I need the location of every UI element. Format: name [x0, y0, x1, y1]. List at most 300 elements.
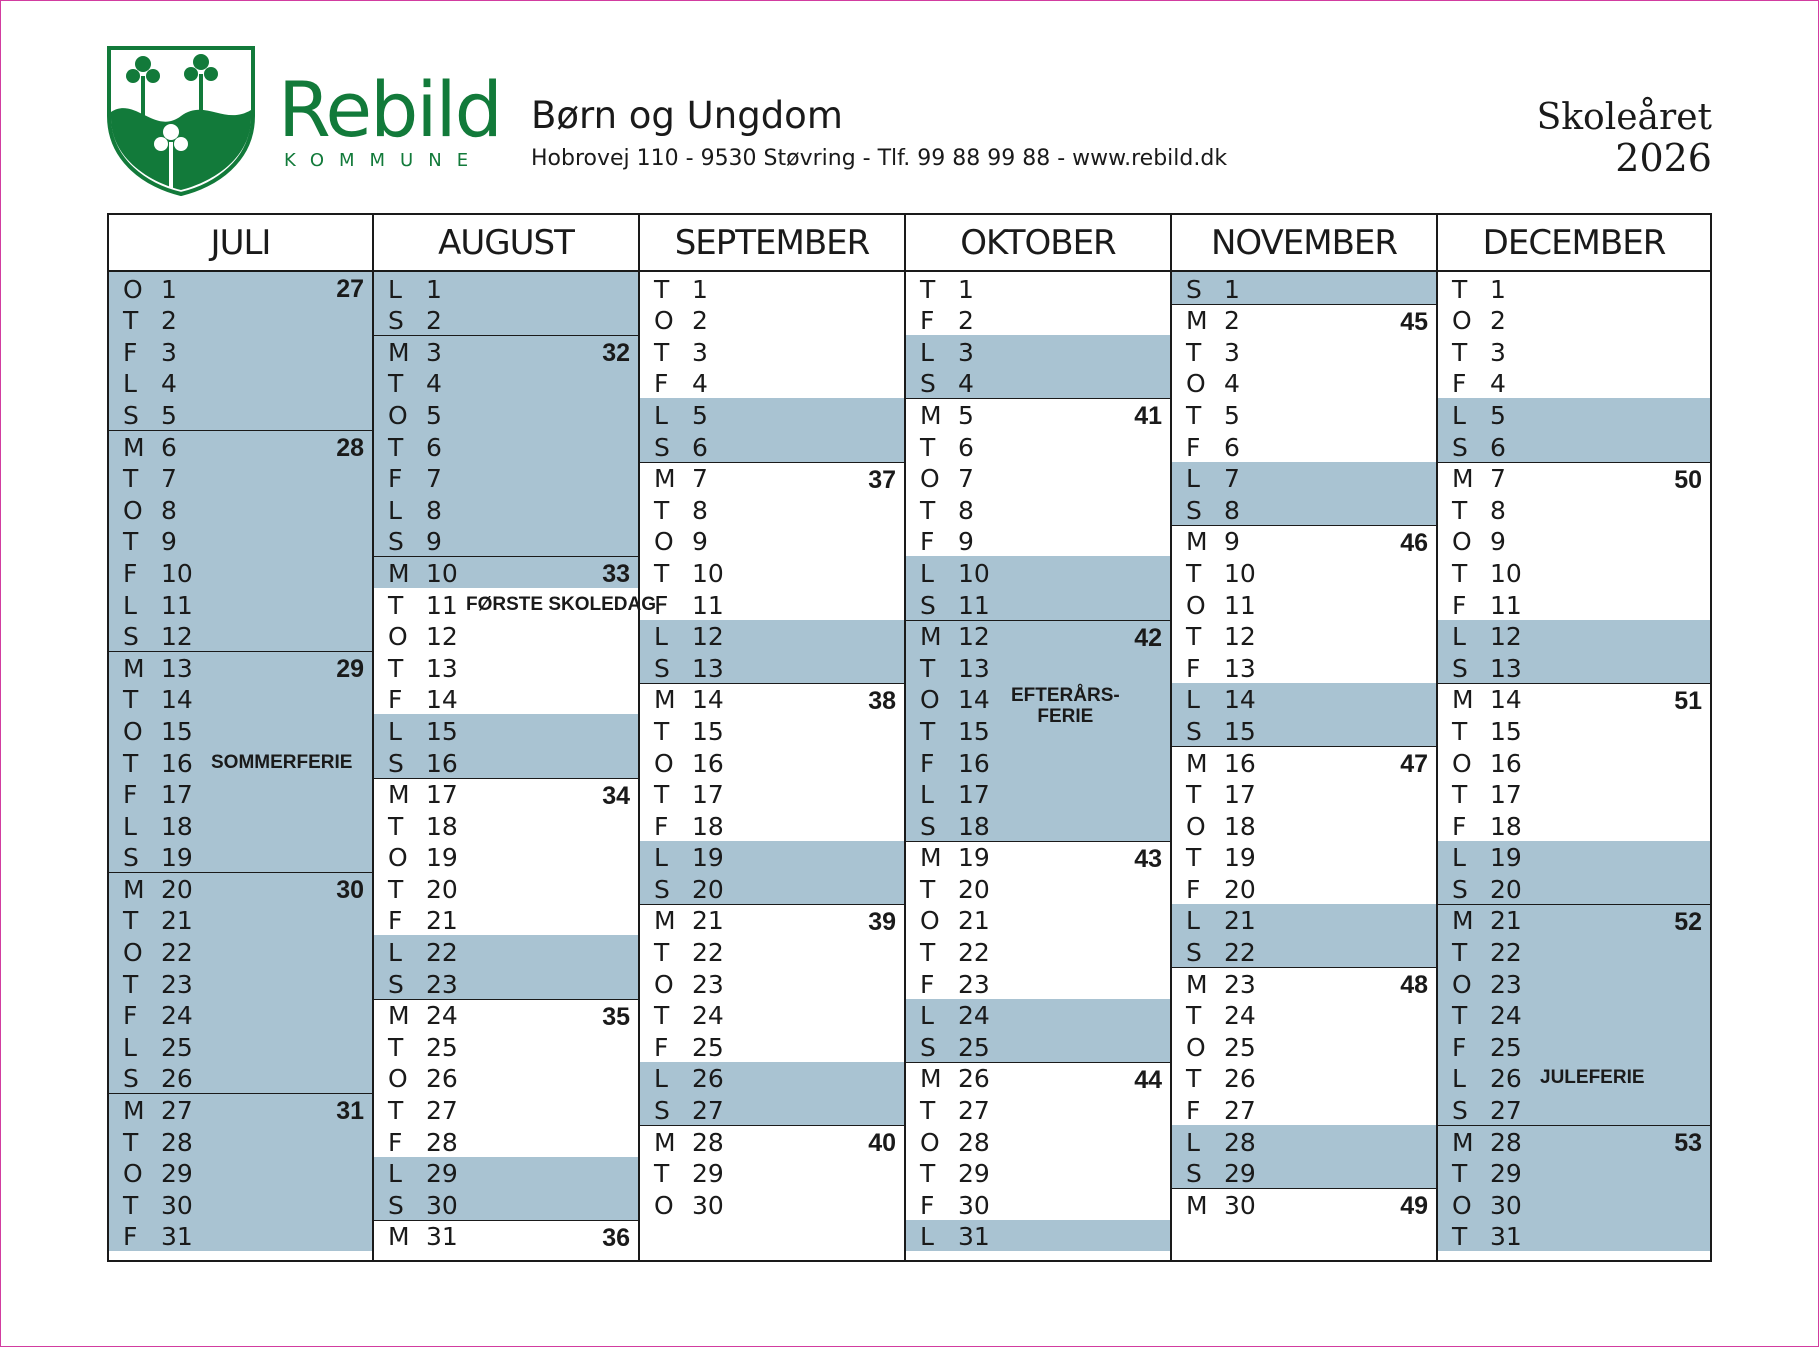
weekday-letter: T [123, 685, 139, 715]
day-row [1438, 778, 1710, 810]
week-number: 27 [336, 275, 364, 303]
weekday-letter: F [388, 464, 403, 494]
weekday-letter: T [920, 274, 936, 304]
day-number: 18 [1490, 811, 1522, 841]
day-row [1438, 304, 1710, 336]
weekday-letter: S [920, 1032, 936, 1062]
weekday-letter: S [1452, 653, 1468, 683]
weekday-letter: T [1186, 558, 1202, 588]
day-row [1438, 904, 1710, 936]
day-number: 8 [161, 495, 177, 525]
day-row [640, 1125, 904, 1157]
day-row [640, 1188, 904, 1220]
weekday-letter: F [1186, 1096, 1201, 1126]
weekday-letter: F [1452, 590, 1467, 620]
weekday-letter: S [123, 843, 139, 873]
weekday-letter: T [654, 558, 670, 588]
day-row [906, 872, 1170, 904]
weekday-letter: F [920, 306, 935, 336]
day-row [1172, 967, 1436, 999]
weekday-letter: M [654, 906, 676, 936]
day-number: 5 [1224, 400, 1240, 430]
week-number: 44 [1134, 1065, 1162, 1094]
day-row [109, 935, 372, 967]
day-row [1172, 1030, 1436, 1062]
weekday-letter: O [1452, 748, 1472, 778]
day-row [1172, 1125, 1436, 1157]
day-row [109, 1030, 372, 1062]
day-row [1172, 588, 1436, 620]
day-row [640, 335, 904, 367]
week-number: 47 [1400, 749, 1428, 778]
weekday-letter: T [654, 716, 670, 746]
day-row [1172, 304, 1436, 336]
day-number: 29 [1490, 1159, 1522, 1189]
day-row [1438, 1157, 1710, 1189]
weekday-letter: T [1186, 780, 1202, 810]
day-number: 26 [1224, 1064, 1256, 1094]
day-number: 12 [1224, 622, 1256, 652]
day-number: 10 [958, 558, 990, 588]
weekday-letter: L [388, 495, 402, 525]
weekday-letter: T [123, 306, 139, 336]
day-row [1172, 398, 1436, 430]
day-row [1172, 272, 1436, 304]
day-number: 3 [1490, 337, 1506, 367]
day-row [1438, 335, 1710, 367]
weekday-letter: T [1452, 337, 1468, 367]
day-row [374, 778, 638, 810]
day-number: 10 [692, 558, 724, 588]
weekday-letter: S [1186, 1159, 1202, 1189]
day-number: 1 [426, 274, 442, 304]
day-row [640, 304, 904, 336]
day-row [374, 588, 657, 620]
weekday-letter: T [920, 653, 936, 683]
day-number: 1 [1224, 274, 1240, 304]
weekday-letter: L [1452, 622, 1466, 652]
holiday-note: FØRSTE SKOLEDAG [466, 593, 657, 615]
day-number: 9 [161, 527, 177, 557]
day-number: 25 [1490, 1032, 1522, 1062]
day-row [109, 714, 372, 746]
day-row [374, 335, 638, 367]
day-row [906, 335, 1170, 367]
day-row [640, 841, 904, 873]
day-row [906, 367, 1170, 399]
weekday-letter: M [654, 464, 676, 494]
day-row [640, 904, 904, 936]
weekday-letter: T [1186, 843, 1202, 873]
day-row [374, 872, 638, 904]
weekday-letter: L [388, 716, 402, 746]
weekday-letter: S [654, 874, 670, 904]
weekday-letter: T [1186, 1001, 1202, 1031]
weekday-letter: F [920, 748, 935, 778]
year-label: Skoleåret [1536, 97, 1712, 138]
day-row [640, 746, 904, 778]
day-number: 22 [161, 938, 193, 968]
day-row [1438, 872, 1710, 904]
day-row [1172, 556, 1436, 588]
org-address: Hobrovej 110 - 9530 Støvring - Tlf. 99 88 99 88 - www.rebild.dk [531, 146, 1228, 171]
day-number: 19 [692, 843, 724, 873]
day-number: 4 [958, 369, 974, 399]
day-number: 16 [426, 748, 458, 778]
day-row [1438, 1062, 1710, 1094]
day-number: 16 [958, 748, 990, 778]
weekday-letter: S [1186, 938, 1202, 968]
weekday-letter: M [920, 843, 942, 873]
day-row [109, 462, 372, 494]
day-row [906, 967, 1170, 999]
day-row [109, 1093, 372, 1125]
weekday-letter: F [1452, 1032, 1467, 1062]
day-row [640, 556, 904, 588]
weekday-letter: M [388, 780, 410, 810]
weekday-letter: L [654, 400, 668, 430]
weekday-letter: S [388, 1190, 404, 1220]
weekday-letter: O [654, 969, 674, 999]
month-header: JULI [109, 215, 372, 272]
weekday-letter: M [388, 558, 410, 588]
day-row [1438, 683, 1710, 715]
weekday-letter: M [1186, 1190, 1208, 1220]
day-number: 24 [692, 1001, 724, 1031]
day-number: 23 [426, 969, 458, 999]
weekday-letter: T [654, 274, 670, 304]
week-number: 36 [602, 1223, 630, 1252]
day-number: 17 [161, 780, 193, 810]
day-number: 31 [1490, 1222, 1522, 1252]
day-row [906, 493, 1170, 525]
day-row [1172, 714, 1436, 746]
day-row [109, 683, 372, 715]
weekday-letter: F [123, 337, 138, 367]
weekday-letter: T [1452, 780, 1468, 810]
holiday-note: SOMMERFERIE [211, 751, 353, 773]
weekday-letter: O [920, 906, 940, 936]
weekday-letter: M [1186, 306, 1208, 336]
weekday-letter: T [1452, 1001, 1468, 1031]
weekday-letter: T [388, 874, 404, 904]
day-number: 13 [1490, 653, 1522, 683]
month-header: OKTOBER [906, 215, 1170, 272]
day-row [1172, 462, 1436, 494]
day-number: 29 [426, 1159, 458, 1189]
day-row [906, 651, 1170, 683]
weekday-letter: O [1452, 969, 1472, 999]
day-row [374, 841, 638, 873]
day-number: 9 [692, 527, 708, 557]
day-row [906, 1125, 1170, 1157]
day-number: 2 [1490, 306, 1506, 336]
day-number: 1 [958, 274, 974, 304]
day-row [109, 430, 372, 462]
weekday-letter: T [1186, 622, 1202, 652]
day-number: 23 [1224, 969, 1256, 999]
day-row [1438, 935, 1710, 967]
weekday-letter: L [1186, 685, 1200, 715]
day-row [109, 904, 372, 936]
day-number: 13 [426, 653, 458, 683]
day-number: 13 [161, 653, 193, 683]
day-row [640, 1157, 904, 1189]
day-number: 20 [1490, 874, 1522, 904]
day-number: 8 [692, 495, 708, 525]
day-row [1172, 999, 1436, 1031]
weekday-letter: T [920, 1096, 936, 1126]
day-row [374, 904, 638, 936]
day-number: 17 [958, 780, 990, 810]
weekday-letter: M [920, 400, 942, 430]
weekday-letter: O [654, 306, 674, 336]
day-row [109, 746, 372, 778]
weekday-letter: F [1452, 811, 1467, 841]
weekday-letter: O [920, 685, 940, 715]
day-number: 18 [1224, 811, 1256, 841]
weekday-letter: T [654, 337, 670, 367]
weekday-letter: S [1452, 874, 1468, 904]
day-number: 15 [161, 716, 193, 746]
weekday-letter: L [388, 1159, 402, 1189]
day-row [640, 1062, 904, 1094]
day-row [1172, 904, 1436, 936]
day-row [109, 967, 372, 999]
day-row [1438, 999, 1710, 1031]
weekday-letter: L [123, 811, 137, 841]
weekday-letter: O [1452, 527, 1472, 557]
weekday-letter: S [388, 306, 404, 336]
weekday-letter: T [388, 432, 404, 462]
day-number: 17 [1490, 780, 1522, 810]
weekday-letter: M [1452, 464, 1474, 494]
day-number: 21 [1490, 906, 1522, 936]
day-row [374, 999, 638, 1031]
weekday-letter: F [1452, 369, 1467, 399]
month-november [1172, 215, 1438, 1260]
day-row [1172, 872, 1436, 904]
day-number: 24 [426, 1001, 458, 1031]
day-number: 23 [692, 969, 724, 999]
weekday-letter: S [920, 590, 936, 620]
day-row [109, 556, 372, 588]
week-number: 33 [602, 560, 630, 589]
weekday-letter: L [654, 622, 668, 652]
day-row [1438, 1030, 1710, 1062]
weekday-letter: T [1452, 558, 1468, 588]
weekday-letter: M [1452, 906, 1474, 936]
weekday-letter: M [388, 337, 410, 367]
weekday-letter: F [920, 527, 935, 557]
day-row [640, 935, 904, 967]
weekday-letter: T [920, 1159, 936, 1189]
weekday-letter: L [1452, 400, 1466, 430]
month-header: NOVEMBER [1172, 215, 1436, 272]
day-number: 6 [161, 432, 177, 462]
day-row [1438, 367, 1710, 399]
weekday-letter: M [1186, 748, 1208, 778]
day-number: 8 [426, 495, 442, 525]
day-row [906, 1093, 1170, 1125]
day-number: 2 [161, 306, 177, 336]
day-row [640, 1093, 904, 1125]
day-number: 25 [692, 1032, 724, 1062]
weekday-letter: T [1452, 938, 1468, 968]
day-row [374, 556, 638, 588]
day-number: 10 [1224, 558, 1256, 588]
day-number: 2 [958, 306, 974, 336]
day-number: 30 [426, 1190, 458, 1220]
weekday-letter: M [1186, 527, 1208, 557]
day-row [1172, 430, 1436, 462]
year-value: 2026 [1615, 136, 1712, 180]
day-number: 19 [1490, 843, 1522, 873]
day-number: 9 [958, 527, 974, 557]
day-number: 28 [161, 1127, 193, 1157]
day-row [906, 809, 1170, 841]
weekday-letter: M [123, 1096, 145, 1126]
day-row [109, 335, 372, 367]
day-row [1438, 588, 1710, 620]
day-number: 30 [1490, 1190, 1522, 1220]
weekday-letter: M [388, 1001, 410, 1031]
day-number: 16 [161, 748, 193, 778]
day-row [640, 525, 904, 557]
day-list [109, 272, 372, 1251]
day-number: 14 [1490, 685, 1522, 715]
rebild-crest-logo [105, 46, 257, 196]
day-number: 17 [426, 780, 458, 810]
day-row [640, 272, 904, 304]
weekday-letter: O [1452, 1190, 1472, 1220]
day-row [374, 651, 638, 683]
weekday-letter: T [654, 495, 670, 525]
week-number: 40 [868, 1129, 896, 1158]
weekday-letter: O [123, 495, 143, 525]
day-number: 22 [1490, 938, 1522, 968]
week-number: 34 [602, 781, 630, 810]
week-number: 32 [602, 339, 630, 368]
day-row [109, 1125, 372, 1157]
weekday-letter: S [123, 622, 139, 652]
day-row [374, 714, 638, 746]
day-number: 9 [426, 527, 442, 557]
day-row [109, 1062, 372, 1094]
weekday-letter: M [1452, 685, 1474, 715]
day-row [1172, 746, 1436, 778]
day-number: 25 [1224, 1032, 1256, 1062]
weekday-letter: L [1452, 843, 1466, 873]
day-number: 16 [1490, 748, 1522, 778]
day-number: 8 [1224, 495, 1240, 525]
day-row [906, 999, 1170, 1031]
weekday-letter: O [654, 527, 674, 557]
day-number: 11 [1224, 590, 1256, 620]
week-number: 31 [336, 1097, 364, 1126]
day-number: 27 [1490, 1096, 1522, 1126]
weekday-letter: F [654, 369, 669, 399]
day-row [1438, 841, 1710, 873]
day-row [640, 778, 904, 810]
day-number: 28 [958, 1127, 990, 1157]
day-row [1172, 1188, 1436, 1220]
day-number: 20 [161, 874, 193, 904]
week-number: 48 [1400, 971, 1428, 1000]
day-number: 29 [958, 1159, 990, 1189]
weekday-letter: L [1186, 906, 1200, 936]
day-row [640, 999, 904, 1031]
weekday-letter: T [1452, 716, 1468, 746]
week-number: 39 [868, 907, 896, 936]
day-row [640, 398, 904, 430]
weekday-letter: F [123, 558, 138, 588]
day-number: 7 [1490, 464, 1506, 494]
day-number: 12 [426, 622, 458, 652]
weekday-letter: L [1452, 1064, 1466, 1094]
day-row [906, 904, 1170, 936]
weekday-letter: S [1186, 495, 1202, 525]
day-number: 29 [692, 1159, 724, 1189]
day-number: 3 [161, 337, 177, 367]
day-number: 7 [161, 464, 177, 494]
day-row [374, 1125, 638, 1157]
brand-subtitle: KOMMUNE [284, 150, 484, 171]
weekday-letter: T [654, 1001, 670, 1031]
day-row [1438, 1188, 1710, 1220]
weekday-letter: O [920, 464, 940, 494]
day-row [109, 620, 372, 652]
weekday-letter: T [123, 906, 139, 936]
day-number: 7 [692, 464, 708, 494]
day-number: 14 [958, 685, 990, 715]
day-number: 11 [958, 590, 990, 620]
day-row [374, 367, 638, 399]
week-number: 46 [1400, 528, 1428, 557]
day-number: 3 [1224, 337, 1240, 367]
weekday-letter: T [123, 527, 139, 557]
day-number: 24 [1224, 1001, 1256, 1031]
day-number: 9 [1224, 527, 1240, 557]
day-row [1438, 809, 1710, 841]
weekday-letter: S [123, 400, 139, 430]
weekday-letter: T [1186, 400, 1202, 430]
month-december [1438, 215, 1710, 1260]
day-number: 26 [161, 1064, 193, 1094]
weekday-letter: O [1186, 590, 1206, 620]
day-row [109, 1188, 372, 1220]
day-number: 25 [161, 1032, 193, 1062]
day-row [1172, 683, 1436, 715]
day-row [906, 588, 1170, 620]
day-number: 8 [1490, 495, 1506, 525]
weekday-letter: M [654, 685, 676, 715]
day-number: 5 [1490, 400, 1506, 430]
day-row [640, 872, 904, 904]
day-number: 4 [1490, 369, 1506, 399]
weekday-letter: O [388, 843, 408, 873]
day-row [640, 683, 904, 715]
day-number: 19 [161, 843, 193, 873]
weekday-letter: L [388, 938, 402, 968]
day-number: 26 [426, 1064, 458, 1094]
day-number: 11 [692, 590, 724, 620]
weekday-letter: L [1186, 464, 1200, 494]
day-number: 27 [958, 1096, 990, 1126]
weekday-letter: L [920, 337, 934, 367]
day-row [1438, 651, 1710, 683]
day-number: 6 [958, 432, 974, 462]
